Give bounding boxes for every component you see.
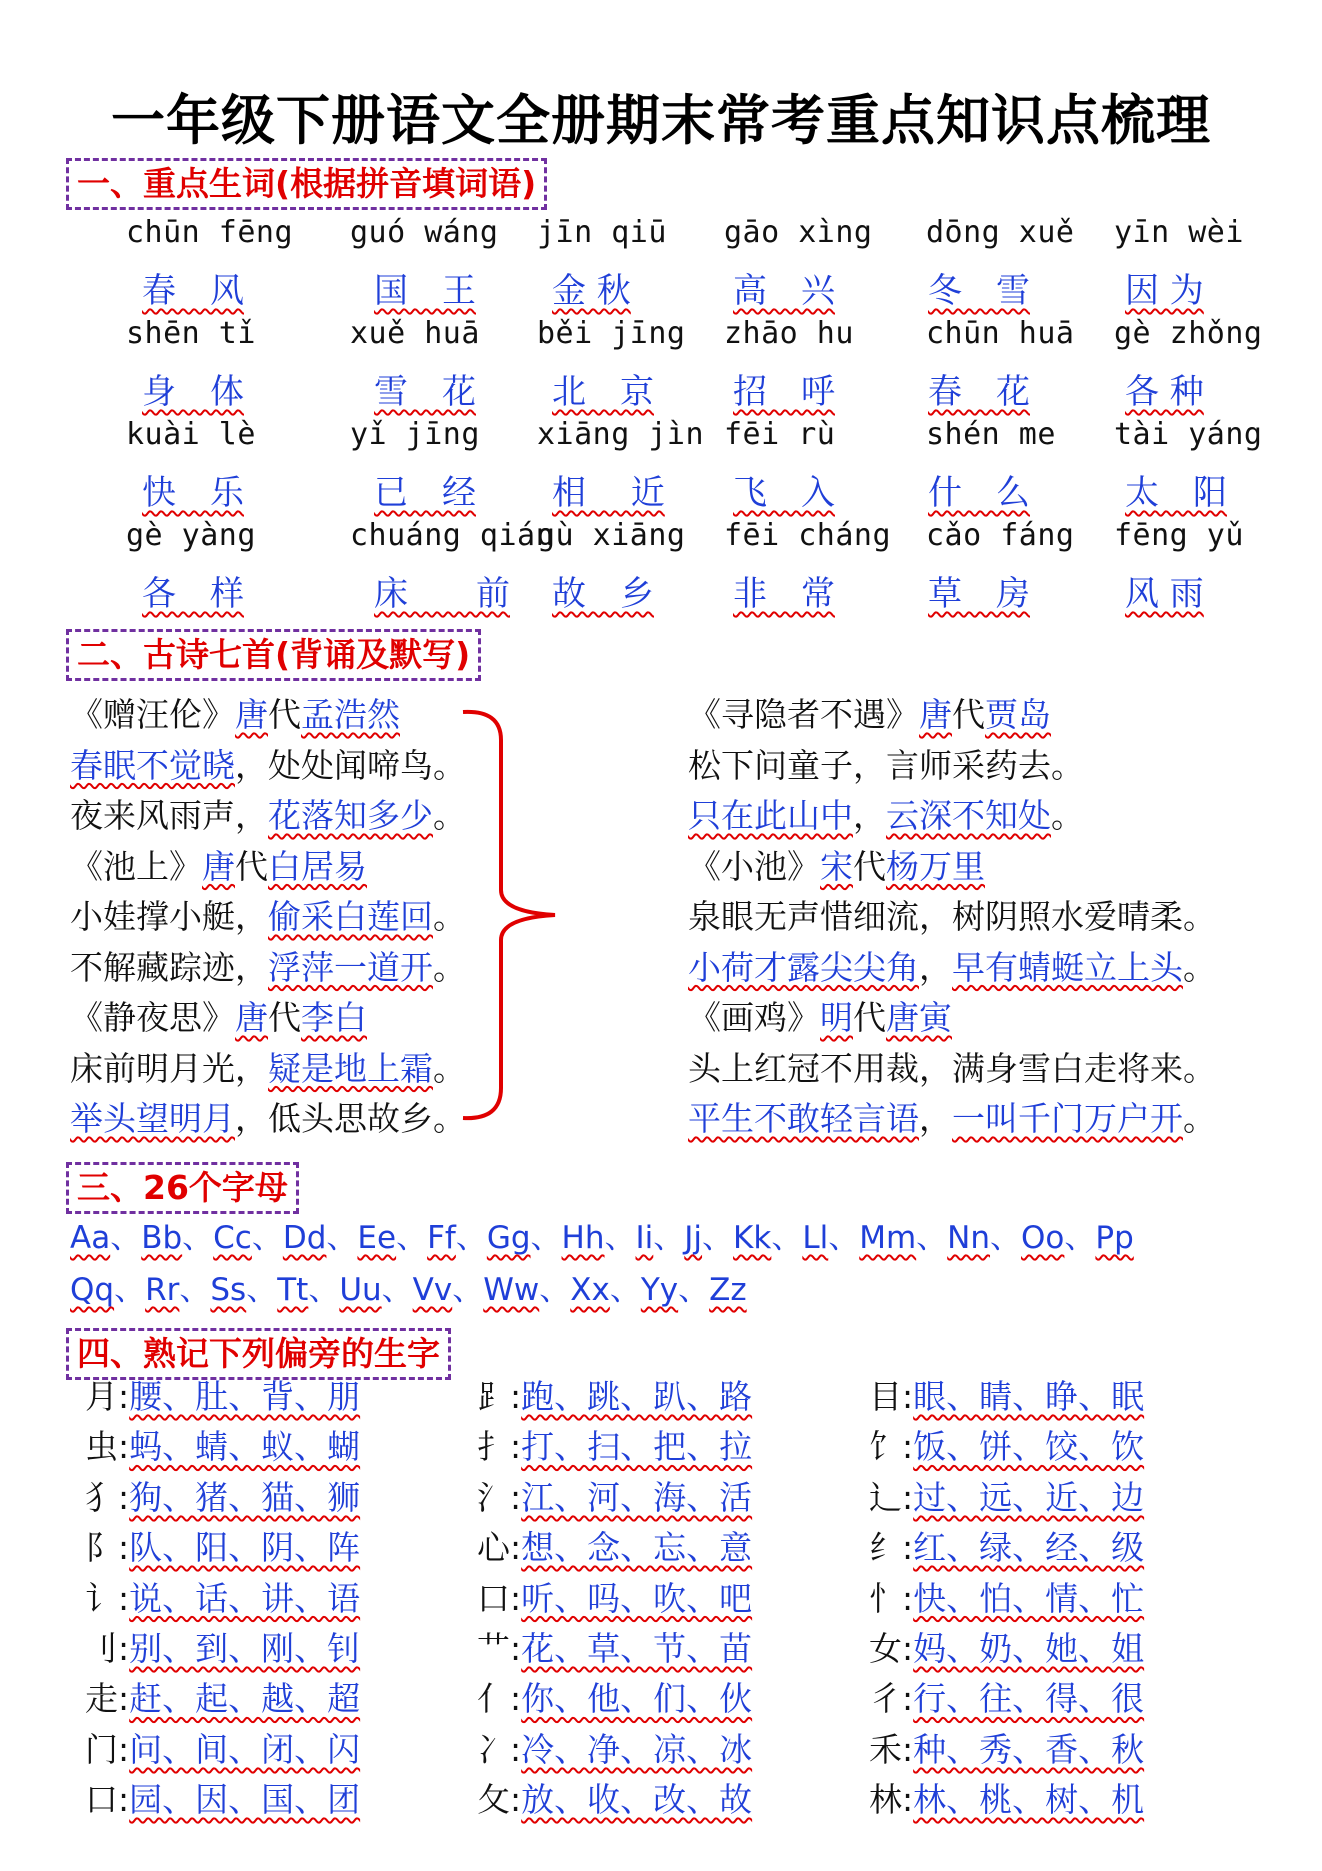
poem-line bbox=[70, 1094, 466, 1144]
poem-line bbox=[688, 690, 1051, 740]
alphabet-letter: Ss bbox=[210, 1272, 247, 1308]
radical-chars: 花、草、节、苗 bbox=[521, 1629, 753, 1668]
colon: : bbox=[510, 1377, 522, 1416]
separator: 、 bbox=[828, 1220, 860, 1256]
radical-row bbox=[850, 1422, 1144, 1472]
poem-text: 泉眼无声惜细流，树阴照水爱晴柔。 bbox=[688, 897, 1216, 936]
poem-answer: 春眠不觉晓 bbox=[70, 745, 235, 785]
vocab-pinyin: chūn fēng bbox=[126, 215, 294, 250]
vocab-pinyin: tài yáng bbox=[1114, 417, 1263, 452]
radical-row bbox=[458, 1422, 752, 1472]
vocab-word: 雪 花 bbox=[374, 372, 476, 412]
vocab-pinyin: fēi rù bbox=[724, 417, 836, 452]
separator: 、 bbox=[604, 1220, 636, 1256]
poem-answer: 花落知多少 bbox=[268, 796, 433, 835]
poem-answer: 云深不知处 bbox=[886, 796, 1051, 835]
poem-text: ， bbox=[853, 796, 886, 835]
vocab-word: 已 经 bbox=[374, 473, 476, 513]
colon: : bbox=[902, 1427, 914, 1467]
alphabet-letter: Qq bbox=[70, 1272, 115, 1308]
poem-text: 。 bbox=[1183, 1099, 1216, 1138]
radical-label: 刂 bbox=[85, 1629, 118, 1668]
poem-answer: 一叫千门万户开 bbox=[952, 1099, 1183, 1138]
bracket-icon bbox=[455, 700, 565, 1130]
alphabet-letter: Uu bbox=[339, 1272, 382, 1308]
poem-text: 夜来风雨声， bbox=[70, 796, 268, 835]
radical-label: 冫 bbox=[477, 1729, 510, 1769]
alphabet-line-2 bbox=[70, 1264, 747, 1316]
radical-label: 林 bbox=[869, 1780, 902, 1820]
poem-text: 代 bbox=[853, 998, 886, 1037]
radical-chars: 过、远、近、边 bbox=[913, 1477, 1145, 1517]
poem-text: 头上红冠不用裁，满身雪白走将来。 bbox=[688, 1048, 1216, 1088]
radical-label: 虫 bbox=[85, 1427, 118, 1467]
poem-line bbox=[70, 741, 466, 791]
radical-chars: 饭、饼、饺、饮 bbox=[913, 1427, 1145, 1467]
colon: : bbox=[902, 1780, 914, 1820]
colon: : bbox=[118, 1729, 130, 1769]
poem-text: 《静夜思》 bbox=[70, 998, 235, 1037]
poem-text: 。 bbox=[433, 897, 466, 936]
separator: 、 bbox=[246, 1272, 278, 1308]
radical-chars: 别、到、刚、钊 bbox=[129, 1629, 361, 1668]
separator: 、 bbox=[771, 1220, 803, 1256]
alphabet-letter: Zz bbox=[709, 1272, 747, 1308]
separator: 、 bbox=[916, 1220, 948, 1256]
radical-row bbox=[850, 1624, 1144, 1674]
radical-row bbox=[850, 1473, 1144, 1523]
radical-chars: 园、因、国、团 bbox=[129, 1780, 361, 1820]
section-heading-radicals: 四、熟记下列偏旁的生字 bbox=[66, 1328, 451, 1380]
poem-line bbox=[70, 842, 367, 892]
colon: : bbox=[118, 1377, 130, 1416]
poem-line bbox=[688, 993, 952, 1043]
vocab-word: 身 体 bbox=[142, 372, 244, 412]
poem-text: 《寻隐者不遇》 bbox=[688, 695, 919, 734]
radical-label: 走 bbox=[85, 1679, 118, 1719]
colon: : bbox=[118, 1528, 130, 1568]
radical-label: 忄 bbox=[869, 1578, 902, 1618]
vocab-pinyin: xuě huā bbox=[350, 316, 480, 351]
poem-answer: 偷采白莲回 bbox=[268, 897, 433, 936]
vocab-word: 冬 雪 bbox=[928, 271, 1030, 311]
radical-chars: 红、绿、经、级 bbox=[913, 1528, 1145, 1568]
poem-text: 松下问童子，言师采药去。 bbox=[688, 745, 1084, 785]
radical-chars: 妈、奶、她、姐 bbox=[913, 1629, 1145, 1668]
vocab-word: 草 房 bbox=[928, 574, 1030, 614]
alphabet-letter: Pp bbox=[1095, 1220, 1134, 1256]
radical-row bbox=[458, 1574, 752, 1624]
colon: : bbox=[510, 1427, 522, 1467]
poem-text: 代 bbox=[952, 695, 985, 734]
radical-chars: 听、吗、吹、吧 bbox=[521, 1578, 753, 1618]
vocab-word: 春 风 bbox=[142, 271, 244, 311]
vocab-pinyin: kuài lè bbox=[126, 417, 256, 452]
alphabet-letter: Bb bbox=[141, 1220, 183, 1256]
poem-answer: 孟浩然 bbox=[301, 695, 400, 734]
radical-chars: 问、间、闭、闪 bbox=[129, 1729, 361, 1769]
vocab-pinyin: xiāng jìn bbox=[537, 417, 705, 452]
poem-text: 代 bbox=[853, 846, 886, 886]
radical-row bbox=[458, 1473, 752, 1523]
radical-label: 月 bbox=[85, 1377, 118, 1416]
radical-label: 阝 bbox=[85, 1528, 118, 1568]
vocab-word: 床 前 bbox=[374, 574, 510, 614]
separator: 、 bbox=[179, 1272, 211, 1308]
alphabet-letter: Nn bbox=[947, 1220, 991, 1256]
vocab-pinyin: gè zhǒng bbox=[1114, 316, 1263, 351]
poem-answer: 李白 bbox=[301, 998, 367, 1037]
vocab-pinyin: guó wáng bbox=[350, 215, 499, 250]
vocab-pinyin: chuáng qián bbox=[350, 518, 555, 553]
vocab-word: 高 兴 bbox=[733, 271, 835, 311]
poem-line bbox=[70, 993, 367, 1043]
colon: : bbox=[118, 1629, 130, 1668]
radical-chars: 赶、起、越、超 bbox=[129, 1679, 361, 1719]
poem-text: 《赠汪伦》 bbox=[70, 695, 235, 734]
vocab-pinyin: gè yàng bbox=[126, 518, 256, 553]
poem-line bbox=[70, 1044, 466, 1094]
colon: : bbox=[510, 1729, 522, 1769]
colon: : bbox=[118, 1679, 130, 1719]
radical-label: 辶 bbox=[869, 1477, 902, 1517]
separator: 、 bbox=[990, 1220, 1022, 1256]
radical-row bbox=[66, 1725, 360, 1775]
colon: : bbox=[902, 1477, 914, 1517]
vocab-word: 北 京 bbox=[552, 372, 654, 412]
poem-answer: 贾岛 bbox=[985, 695, 1051, 734]
poem-text: 《池上》 bbox=[70, 846, 202, 886]
separator: 、 bbox=[396, 1220, 428, 1256]
colon: : bbox=[902, 1629, 914, 1668]
alphabet-letter: Ii bbox=[635, 1220, 654, 1256]
vocab-pinyin: běi jīng bbox=[537, 316, 686, 351]
colon: : bbox=[902, 1729, 914, 1769]
radical-label: 亻 bbox=[477, 1679, 510, 1719]
poem-text: 代 bbox=[268, 695, 301, 734]
radical-label: 禾 bbox=[869, 1729, 902, 1769]
poem-text: ，处处闻啼鸟。 bbox=[235, 745, 466, 785]
poem-text: ，低头思故乡。 bbox=[235, 1099, 466, 1138]
poem-text: 。 bbox=[1183, 947, 1216, 987]
radical-chars: 打、扫、把、拉 bbox=[521, 1427, 753, 1467]
poem-line bbox=[688, 1094, 1216, 1144]
radical-row bbox=[850, 1725, 1144, 1775]
radical-row bbox=[850, 1574, 1144, 1624]
radical-label: 口 bbox=[477, 1578, 510, 1618]
poem-text: ， bbox=[919, 1099, 952, 1138]
radical-label: 讠 bbox=[85, 1578, 118, 1618]
alphabet-letter: Xx bbox=[570, 1272, 610, 1308]
separator: 、 bbox=[326, 1220, 358, 1256]
colon: : bbox=[902, 1377, 914, 1416]
radical-chars: 队、阳、阴、阵 bbox=[129, 1528, 361, 1568]
radical-chars: 林、桃、树、机 bbox=[913, 1780, 1145, 1820]
separator: 、 bbox=[539, 1272, 571, 1308]
vocab-pinyin: zhāo hu bbox=[724, 316, 854, 351]
radical-chars: 江、河、海、活 bbox=[521, 1477, 753, 1517]
poem-answer: 唐 bbox=[235, 998, 268, 1037]
separator: 、 bbox=[702, 1220, 734, 1256]
poem-answer: 举头望明月 bbox=[70, 1099, 235, 1138]
colon: : bbox=[510, 1578, 522, 1618]
radical-chars: 狗、猪、猫、狮 bbox=[129, 1477, 361, 1517]
radical-row bbox=[850, 1372, 1144, 1422]
separator: 、 bbox=[653, 1220, 685, 1256]
poem-line bbox=[688, 791, 1084, 841]
radical-label: 纟 bbox=[869, 1528, 902, 1568]
alphabet-letter: Aa bbox=[70, 1220, 111, 1256]
vocab-word: 风 雨 bbox=[1125, 574, 1204, 614]
section-heading-vocabulary: 一、重点生词(根据拼音填词语) bbox=[66, 158, 547, 210]
alphabet-line-1 bbox=[70, 1212, 1134, 1264]
radical-row bbox=[458, 1725, 752, 1775]
poem-answer: 浮萍一道开 bbox=[268, 947, 433, 987]
poem-text: 代 bbox=[268, 998, 301, 1037]
radical-label: 门 bbox=[85, 1729, 118, 1769]
radical-chars: 冷、净、凉、冰 bbox=[521, 1729, 753, 1769]
alphabet-letter: Ll bbox=[802, 1220, 829, 1256]
poem-line bbox=[688, 892, 1216, 942]
colon: : bbox=[902, 1679, 914, 1719]
colon: : bbox=[118, 1427, 130, 1467]
poem-line bbox=[688, 741, 1084, 791]
vocab-word: 飞 入 bbox=[733, 473, 835, 513]
poem-text: 床前明月光， bbox=[70, 1048, 268, 1088]
poem-answer: 唐 bbox=[919, 695, 952, 734]
vocab-pinyin: dōng xuě bbox=[926, 215, 1075, 250]
separator: 、 bbox=[1064, 1220, 1096, 1256]
radical-row bbox=[66, 1422, 360, 1472]
poem-text: 。 bbox=[1051, 796, 1084, 835]
poem-answer: 杨万里 bbox=[886, 846, 985, 886]
poem-text: 《画鸡》 bbox=[688, 998, 820, 1037]
alphabet-letter: Ee bbox=[357, 1220, 397, 1256]
radical-row bbox=[850, 1523, 1144, 1573]
separator: 、 bbox=[114, 1272, 146, 1308]
separator: 、 bbox=[110, 1220, 142, 1256]
colon: : bbox=[902, 1528, 914, 1568]
separator: 、 bbox=[609, 1272, 641, 1308]
vocab-pinyin: chūn huā bbox=[926, 316, 1075, 351]
colon: : bbox=[510, 1477, 522, 1517]
poem-text: 《小池》 bbox=[688, 846, 820, 886]
radical-row bbox=[458, 1523, 752, 1573]
radical-label: 目 bbox=[869, 1377, 902, 1416]
separator: 、 bbox=[455, 1220, 487, 1256]
poem-line bbox=[70, 943, 466, 993]
radical-row bbox=[66, 1523, 360, 1573]
radical-row bbox=[66, 1372, 360, 1422]
poem-text: 代 bbox=[235, 846, 268, 886]
radical-row bbox=[850, 1775, 1144, 1825]
vocab-pinyin: yǐ jīng bbox=[350, 417, 480, 452]
alphabet-letter: Mm bbox=[859, 1220, 917, 1256]
vocab-word: 什 么 bbox=[928, 473, 1030, 513]
colon: : bbox=[510, 1528, 522, 1568]
poem-text: ， bbox=[919, 947, 952, 987]
vocab-word: 招 呼 bbox=[733, 372, 835, 412]
radical-chars: 跑、跳、趴、路 bbox=[521, 1377, 753, 1416]
poem-line bbox=[70, 690, 400, 740]
colon: : bbox=[510, 1629, 522, 1668]
radical-row bbox=[66, 1624, 360, 1674]
separator: 、 bbox=[182, 1220, 214, 1256]
radical-chars: 想、念、忘、意 bbox=[521, 1528, 753, 1568]
radical-row bbox=[66, 1473, 360, 1523]
poem-answer: 小荷才露尖尖角 bbox=[688, 947, 919, 987]
radical-label: 犭 bbox=[85, 1477, 118, 1517]
alphabet-letter: Jj bbox=[684, 1220, 703, 1256]
vocab-pinyin: gù xiāng bbox=[537, 518, 686, 553]
radical-label: 心 bbox=[477, 1528, 510, 1568]
radical-chars: 行、往、得、很 bbox=[913, 1679, 1145, 1719]
radical-row bbox=[66, 1775, 360, 1825]
poem-text: 不解藏踪迹， bbox=[70, 947, 268, 987]
alphabet-letter: Gg bbox=[486, 1220, 531, 1256]
radical-row bbox=[458, 1624, 752, 1674]
radical-chars: 种、秀、香、秋 bbox=[913, 1729, 1145, 1769]
radical-label: 艹 bbox=[477, 1629, 510, 1668]
radical-chars: 你、他、们、伙 bbox=[521, 1679, 753, 1719]
alphabet-letter: Cc bbox=[213, 1220, 252, 1256]
radical-label: 攵 bbox=[477, 1780, 510, 1820]
radical-chars: 快、怕、情、忙 bbox=[913, 1578, 1145, 1618]
radical-chars: 说、话、讲、语 bbox=[129, 1578, 361, 1618]
vocab-word: 国 王 bbox=[374, 271, 476, 311]
radical-row bbox=[66, 1574, 360, 1624]
alphabet-letter: Dd bbox=[282, 1220, 327, 1256]
colon: : bbox=[902, 1578, 914, 1618]
section-heading-poems: 二、古诗七首(背诵及默写) bbox=[66, 629, 481, 681]
separator: 、 bbox=[251, 1220, 283, 1256]
alphabet-letter: Rr bbox=[145, 1272, 180, 1308]
separator: 、 bbox=[308, 1272, 340, 1308]
radical-chars: 眼、睛、睁、眠 bbox=[913, 1377, 1145, 1416]
alphabet-letter: Kk bbox=[733, 1220, 772, 1256]
separator: 、 bbox=[452, 1272, 484, 1308]
poem-answer: 宋 bbox=[820, 846, 853, 886]
vocab-pinyin: shēn tǐ bbox=[126, 316, 256, 351]
radical-chars: 放、收、改、故 bbox=[521, 1780, 753, 1820]
vocab-word: 相 近 bbox=[552, 473, 665, 513]
vocab-word: 快 乐 bbox=[142, 473, 244, 513]
radical-label: 彳 bbox=[869, 1679, 902, 1719]
vocab-word: 春 花 bbox=[928, 372, 1030, 412]
colon: : bbox=[118, 1578, 130, 1618]
radical-label: ⻊ bbox=[477, 1377, 510, 1416]
colon: : bbox=[118, 1477, 130, 1517]
vocab-pinyin: cǎo fáng bbox=[926, 518, 1075, 553]
poem-text: 。 bbox=[433, 796, 466, 835]
poem-answer: 早有蜻蜓立上头 bbox=[952, 947, 1183, 987]
radical-label: 女 bbox=[869, 1629, 902, 1668]
separator: 、 bbox=[530, 1220, 562, 1256]
poem-answer: 疑是地上霜 bbox=[268, 1048, 433, 1088]
poem-answer: 唐 bbox=[235, 695, 268, 734]
section-heading-alphabet: 三、26个字母 bbox=[66, 1162, 299, 1214]
poem-line bbox=[688, 1044, 1216, 1094]
vocab-word: 金 秋 bbox=[552, 271, 631, 311]
radical-chars: 腰、肚、背、朋 bbox=[129, 1377, 361, 1416]
vocab-pinyin: fēi cháng bbox=[724, 518, 892, 553]
poem-answer: 只在此山中 bbox=[688, 796, 853, 835]
alphabet-letter: Vv bbox=[412, 1272, 453, 1308]
radical-chars: 蚂、蜻、蚁、蝴 bbox=[129, 1427, 361, 1467]
radical-row bbox=[850, 1674, 1144, 1724]
radical-row bbox=[458, 1674, 752, 1724]
vocab-pinyin: yīn wèi bbox=[1114, 215, 1244, 250]
radical-row bbox=[458, 1775, 752, 1825]
colon: : bbox=[510, 1679, 522, 1719]
vocab-pinyin: jīn qiū bbox=[537, 215, 667, 250]
radical-label: 扌 bbox=[477, 1427, 510, 1467]
poem-answer: 唐寅 bbox=[886, 998, 952, 1037]
radical-label: 饣 bbox=[869, 1427, 902, 1467]
poem-answer: 明 bbox=[820, 998, 853, 1037]
radical-row bbox=[66, 1674, 360, 1724]
vocab-pinyin: shén me bbox=[926, 417, 1056, 452]
poem-text: 小娃撑小艇， bbox=[70, 897, 268, 936]
radical-row bbox=[458, 1372, 752, 1422]
poem-line bbox=[70, 892, 466, 942]
poem-answer: 白居易 bbox=[268, 846, 367, 886]
vocab-pinyin: fēng yǔ bbox=[1114, 518, 1244, 553]
vocab-pinyin: gāo xìng bbox=[724, 215, 873, 250]
radical-label: 氵 bbox=[477, 1477, 510, 1517]
vocab-word: 因 为 bbox=[1125, 271, 1204, 311]
vocab-word: 各 样 bbox=[142, 574, 244, 614]
alphabet-letter: Ww bbox=[483, 1272, 540, 1308]
alphabet-letter: Hh bbox=[561, 1220, 605, 1256]
poem-line bbox=[70, 791, 466, 841]
separator: 、 bbox=[381, 1272, 413, 1308]
colon: : bbox=[118, 1780, 130, 1820]
poem-text: 。 bbox=[433, 1048, 466, 1088]
alphabet-letter: Ff bbox=[427, 1220, 456, 1256]
vocab-word: 太 阳 bbox=[1125, 473, 1227, 513]
separator: 、 bbox=[678, 1272, 710, 1308]
vocab-word: 非 常 bbox=[733, 574, 835, 614]
poem-text: 。 bbox=[433, 947, 466, 987]
colon: : bbox=[510, 1780, 522, 1820]
poem-line bbox=[688, 943, 1216, 993]
alphabet-letter: Oo bbox=[1021, 1220, 1065, 1256]
poem-line bbox=[688, 842, 985, 892]
vocab-word: 各 种 bbox=[1125, 372, 1204, 412]
poem-answer: 平生不敢轻言语 bbox=[688, 1099, 919, 1138]
alphabet-letter: Yy bbox=[640, 1272, 679, 1308]
vocab-word: 故 乡 bbox=[552, 574, 654, 614]
alphabet-letter: Tt bbox=[277, 1272, 309, 1308]
page-title: 一年级下册语文全册期末常考重点知识点梳理 bbox=[111, 89, 1211, 152]
poem-answer: 唐 bbox=[202, 846, 235, 886]
radical-label: 口 bbox=[85, 1780, 118, 1820]
